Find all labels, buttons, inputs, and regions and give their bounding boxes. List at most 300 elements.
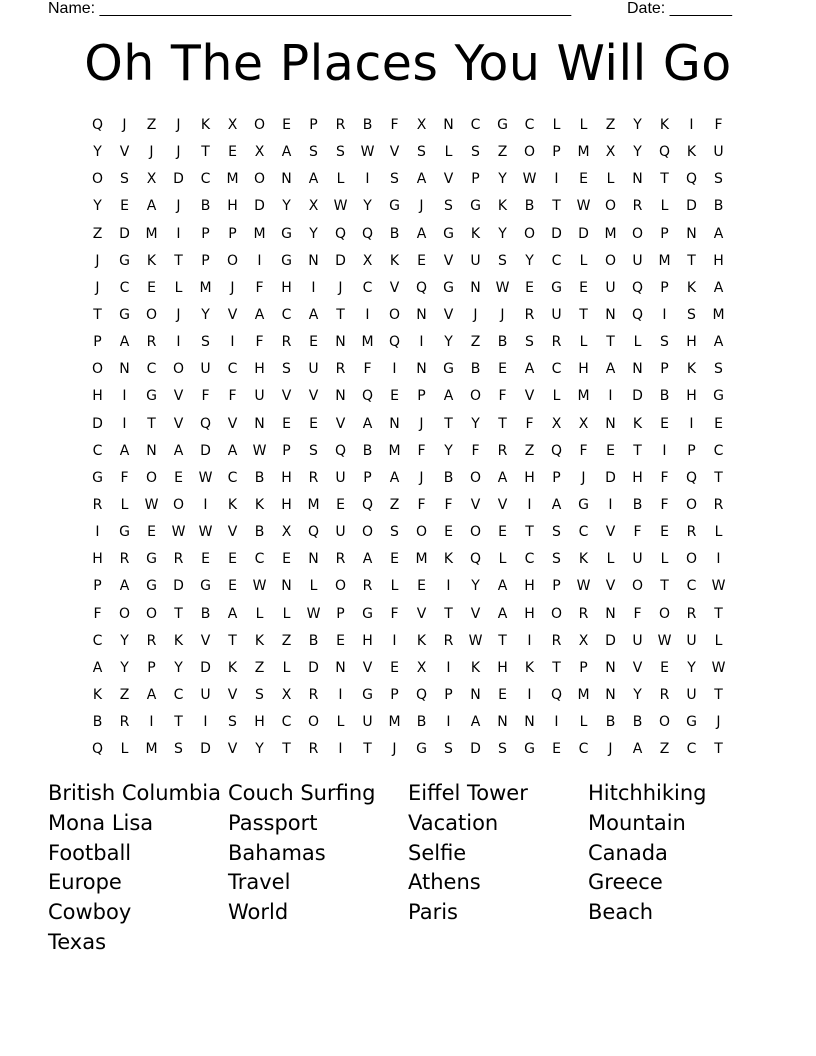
grid-letter: U: [605, 279, 616, 296]
grid-letter: A: [146, 198, 157, 215]
grid-letter: H: [686, 334, 697, 351]
grid-letter: A: [362, 551, 373, 568]
grid-letter: F: [579, 442, 588, 459]
grid-letter: A: [119, 578, 130, 595]
grid-letter: I: [662, 442, 667, 459]
grid-row: [84, 166, 732, 193]
grid-letter: Z: [470, 334, 481, 351]
grid-letter: Q: [361, 496, 374, 513]
grid-letter: D: [605, 469, 616, 486]
word-list-item: World: [228, 900, 289, 925]
grid-letter: S: [309, 442, 318, 459]
grid-letter: Q: [388, 334, 401, 351]
grid-letter: C: [281, 306, 292, 323]
grid-letter: E: [147, 279, 156, 296]
grid-letter: M: [577, 144, 590, 161]
grid-letter: B: [308, 632, 319, 649]
grid-letter: I: [527, 632, 532, 649]
grid-letter: J: [122, 117, 127, 133]
grid-letter: H: [362, 632, 373, 649]
grid-letter: A: [362, 415, 373, 432]
grid-letter: F: [471, 442, 480, 459]
grid-letter: T: [93, 306, 102, 323]
grid-letter: N: [470, 279, 481, 296]
grid-letter: I: [122, 388, 127, 405]
grid-letter: F: [390, 605, 399, 622]
grid-letter: F: [93, 605, 102, 622]
grid-row: [84, 221, 732, 248]
grid-letter: R: [497, 442, 508, 459]
grid-letter: B: [524, 198, 535, 215]
grid-letter: F: [660, 469, 669, 486]
grid-letter: O: [658, 714, 671, 731]
grid-letter: C: [470, 117, 481, 133]
grid-letter: K: [470, 225, 481, 242]
grid-letter: Y: [93, 198, 102, 215]
grid-letter: Q: [550, 686, 563, 703]
grid-letter: N: [416, 361, 427, 378]
grid-letter: E: [660, 659, 669, 676]
grid-letter: W: [360, 144, 375, 161]
grid-letter: A: [713, 225, 724, 242]
grid-letter: U: [551, 306, 562, 323]
grid-letter: S: [714, 361, 723, 378]
grid-letter: O: [604, 252, 617, 269]
grid-letter: Y: [120, 632, 129, 649]
grid-letter: I: [122, 415, 127, 432]
grid-letter: X: [146, 171, 157, 188]
word-list-item: Couch Surfing: [228, 781, 376, 805]
grid-row: [84, 139, 732, 166]
grid-letter: N: [416, 306, 427, 323]
grid-letter: W: [522, 171, 537, 188]
date-field-label: Date: _______: [627, 0, 732, 17]
grid-letter: B: [443, 469, 454, 486]
grid-letter: S: [309, 144, 318, 161]
grid-letter: N: [389, 415, 400, 432]
grid-letter: E: [444, 524, 453, 541]
grid-letter: T: [174, 605, 183, 622]
grid-letter: T: [498, 632, 507, 649]
grid-letter: G: [470, 198, 481, 215]
grid-row: [84, 383, 732, 410]
grid-letter: T: [363, 741, 372, 758]
grid-letter: M: [415, 551, 428, 568]
grid-letter: M: [658, 252, 671, 269]
grid-letter: A: [713, 279, 724, 296]
grid-letter: W: [171, 524, 186, 541]
grid-row: [84, 248, 732, 275]
grid-letter: E: [525, 279, 534, 296]
grid-letter: M: [145, 225, 158, 242]
grid-letter: K: [578, 551, 589, 568]
grid-letter: C: [227, 361, 238, 378]
grid-letter: E: [660, 524, 669, 541]
word-list-item: Bahamas: [228, 840, 326, 865]
grid-letter: G: [281, 252, 292, 269]
grid-letter: X: [281, 524, 292, 541]
grid-letter: N: [605, 686, 616, 703]
grid-letter: O: [388, 306, 401, 323]
grid-row: [84, 736, 732, 763]
grid-letter: K: [497, 198, 508, 215]
grid-letter: P: [282, 442, 291, 459]
grid-letter: Q: [334, 225, 347, 242]
grid-letter: J: [176, 306, 181, 323]
word-list-item: Selfie: [408, 840, 467, 865]
grid-letter: Q: [631, 279, 644, 296]
grid-letter: D: [119, 225, 130, 242]
grid-letter: C: [227, 469, 238, 486]
grid-letter: P: [687, 442, 696, 459]
grid-letter: E: [228, 551, 237, 568]
grid-letter: C: [92, 442, 103, 459]
grid-letter: A: [227, 605, 238, 622]
grid-letter: Z: [146, 117, 157, 133]
grid-letter: S: [660, 334, 669, 351]
grid-letter: S: [498, 741, 507, 758]
grid-letter: K: [227, 659, 238, 676]
grid-letter: K: [686, 279, 697, 296]
grid-letter: J: [95, 279, 100, 296]
grid-letter: I: [257, 252, 262, 269]
grid-letter: T: [714, 469, 723, 486]
grid-letter: C: [281, 714, 292, 731]
grid-row: [84, 601, 732, 628]
grid-letter: X: [551, 415, 562, 432]
grid-letter: O: [604, 198, 617, 215]
grid-letter: L: [336, 714, 345, 731]
grid-letter: W: [306, 605, 321, 622]
grid-letter: N: [497, 714, 508, 731]
grid-letter: H: [578, 361, 589, 378]
grid-letter: G: [497, 117, 508, 133]
grid-letter: G: [92, 469, 103, 486]
grid-letter: A: [119, 442, 130, 459]
grid-letter: O: [469, 388, 482, 405]
grid-letter: G: [686, 714, 697, 731]
grid-row: [84, 519, 732, 546]
grid-letter: E: [660, 415, 669, 432]
grid-letter: P: [417, 388, 426, 405]
grid-letter: O: [361, 524, 374, 541]
grid-letter: J: [419, 415, 424, 432]
word-list-item: Passport: [228, 810, 318, 835]
grid-letter: A: [254, 306, 265, 323]
grid-letter: W: [198, 524, 213, 541]
grid-letter: I: [365, 171, 370, 188]
grid-letter: D: [173, 171, 184, 188]
grid-letter: C: [686, 578, 697, 595]
grid-letter: Q: [91, 117, 104, 133]
grid-letter: E: [120, 198, 129, 215]
grid-letter: L: [444, 144, 453, 161]
grid-letter: R: [443, 632, 454, 649]
grid-letter: Q: [361, 388, 374, 405]
grid-row: [84, 193, 732, 220]
grid-letter: E: [498, 361, 507, 378]
grid-row: [84, 438, 732, 465]
grid-letter: M: [577, 388, 590, 405]
grid-letter: Z: [659, 741, 670, 758]
grid-letter: L: [606, 551, 615, 568]
grid-letter: A: [605, 361, 616, 378]
grid-letter: J: [338, 279, 343, 296]
grid-letter: F: [228, 388, 237, 405]
grid-letter: E: [417, 252, 426, 269]
grid-letter: H: [686, 388, 697, 405]
grid-letter: I: [527, 496, 532, 513]
grid-letter: Q: [631, 306, 644, 323]
grid-letter: M: [361, 334, 374, 351]
grid-letter: L: [606, 171, 615, 188]
word-list-item: Cowboy: [48, 900, 132, 925]
grid-letter: W: [252, 578, 267, 595]
grid-letter: A: [470, 714, 481, 731]
grid-letter: G: [524, 741, 535, 758]
grid-letter: D: [551, 225, 562, 242]
name-field-label: Name: _____________________________________________________: [48, 0, 572, 17]
grid-letter: O: [469, 469, 482, 486]
grid-letter: T: [714, 741, 723, 758]
grid-letter: Z: [254, 659, 265, 676]
grid-letter: H: [713, 252, 724, 269]
grid-letter: L: [579, 117, 588, 133]
grid-letter: M: [199, 279, 212, 296]
grid-letter: E: [714, 415, 723, 432]
grid-letter: O: [523, 225, 536, 242]
grid-letter: B: [362, 117, 373, 133]
grid-letter: P: [93, 578, 102, 595]
grid-letter: N: [308, 551, 319, 568]
grid-letter: B: [92, 714, 103, 731]
grid-letter: X: [578, 632, 589, 649]
grid-letter: A: [281, 144, 292, 161]
grid-letter: S: [714, 171, 723, 188]
grid-letter: O: [91, 361, 104, 378]
grid-letter: Q: [91, 741, 104, 758]
grid-letter: R: [335, 117, 346, 133]
grid-letter: P: [660, 279, 669, 296]
grid-letter: C: [524, 117, 535, 133]
grid-letter: Q: [361, 225, 374, 242]
word-list-item: Vacation: [408, 810, 499, 835]
grid-letter: S: [282, 361, 291, 378]
grid-letter: I: [554, 714, 559, 731]
grid-letter: Y: [201, 306, 210, 323]
grid-letter: E: [390, 551, 399, 568]
grid-letter: I: [716, 551, 721, 568]
grid-letter: R: [362, 578, 373, 595]
grid-letter: L: [255, 605, 264, 622]
grid-letter: N: [281, 578, 292, 595]
grid-letter: K: [686, 361, 697, 378]
grid-letter: Z: [281, 632, 292, 649]
grid-letter: P: [552, 144, 561, 161]
grid-letter: Q: [334, 442, 347, 459]
grid-row: [84, 682, 732, 709]
grid-letter: P: [660, 225, 669, 242]
grid-letter: X: [605, 144, 616, 161]
grid-letter: G: [119, 252, 130, 269]
grid-letter: B: [497, 334, 508, 351]
grid-letter: V: [227, 306, 238, 323]
grid-letter: W: [711, 578, 726, 595]
grid-letter: N: [605, 659, 616, 676]
word-list-item: Beach: [588, 900, 654, 925]
grid-letter: O: [631, 578, 644, 595]
grid-letter: N: [632, 171, 643, 188]
grid-letter: K: [146, 252, 157, 269]
grid-letter: J: [230, 279, 235, 296]
grid-letter: V: [605, 578, 616, 595]
grid-letter: I: [95, 524, 100, 541]
grid-letter: C: [92, 632, 103, 649]
grid-letter: F: [444, 496, 453, 513]
word-list-item: Mountain: [588, 810, 686, 835]
grid-letter: F: [525, 415, 534, 432]
grid-letter: I: [149, 714, 154, 731]
word-list-item: Travel: [228, 870, 291, 895]
grid-letter: J: [176, 144, 181, 161]
grid-letter: P: [309, 117, 318, 133]
grid-letter: A: [524, 361, 535, 378]
grid-letter: F: [201, 388, 210, 405]
grid-letter: N: [470, 686, 481, 703]
grid-row: [84, 628, 732, 655]
word-list-item: Athens: [408, 870, 481, 895]
word-list-item: Mona Lisa: [48, 810, 154, 835]
grid-letter: P: [201, 225, 210, 242]
grid-letter: F: [633, 605, 642, 622]
grid-letter: Q: [199, 415, 212, 432]
grid-letter: I: [419, 334, 424, 351]
grid-letter: P: [471, 171, 480, 188]
word-search-grid: [84, 112, 732, 763]
grid-letter: T: [147, 415, 156, 432]
grid-letter: L: [579, 714, 588, 731]
grid-letter: S: [552, 551, 561, 568]
grid-letter: R: [146, 334, 157, 351]
grid-row: [84, 112, 732, 139]
grid-letter: X: [362, 252, 373, 269]
grid-letter: C: [362, 279, 373, 296]
grid-letter: T: [660, 171, 669, 188]
grid-letter: E: [579, 171, 588, 188]
grid-letter: D: [92, 415, 103, 432]
grid-letter: F: [660, 496, 669, 513]
grid-letter: T: [174, 252, 183, 269]
grid-letter: J: [176, 198, 181, 215]
grid-letter: S: [444, 198, 453, 215]
grid-letter: Y: [93, 144, 102, 161]
grid-letter: U: [335, 469, 346, 486]
grid-letter: R: [686, 524, 697, 541]
grid-letter: S: [417, 144, 426, 161]
grid-letter: O: [172, 361, 185, 378]
grid-letter: Z: [119, 686, 130, 703]
grid-letter: G: [146, 388, 157, 405]
grid-letter: D: [254, 198, 265, 215]
grid-letter: S: [471, 144, 480, 161]
grid-letter: P: [660, 361, 669, 378]
grid-letter: C: [551, 361, 562, 378]
grid-letter: V: [497, 496, 508, 513]
grid-letter: D: [605, 632, 616, 649]
grid-letter: X: [578, 415, 589, 432]
grid-letter: M: [604, 225, 617, 242]
grid-letter: Q: [685, 469, 698, 486]
grid-letter: A: [632, 741, 643, 758]
grid-letter: T: [444, 605, 453, 622]
grid-letter: Y: [633, 117, 642, 133]
grid-letter: H: [281, 496, 292, 513]
grid-letter: P: [336, 605, 345, 622]
grid-letter: E: [552, 741, 561, 758]
grid-letter: V: [173, 415, 184, 432]
grid-letter: C: [551, 252, 562, 269]
grid-letter: Y: [687, 659, 696, 676]
grid-letter: E: [309, 415, 318, 432]
grid-letter: I: [311, 279, 316, 296]
grid-letter: E: [282, 117, 291, 133]
grid-letter: A: [92, 659, 103, 676]
grid-letter: O: [415, 524, 428, 541]
grid-letter: E: [174, 469, 183, 486]
grid-letter: K: [227, 496, 238, 513]
grid-letter: Y: [444, 442, 453, 459]
grid-letter: S: [201, 334, 210, 351]
grid-letter: T: [606, 334, 615, 351]
grid-letter: B: [605, 714, 616, 731]
grid-letter: E: [417, 578, 426, 595]
grid-letter: R: [281, 334, 292, 351]
grid-letter: L: [390, 578, 399, 595]
grid-letter: K: [632, 415, 643, 432]
grid-letter: J: [176, 117, 181, 133]
grid-letter: T: [282, 741, 291, 758]
grid-letter: T: [687, 252, 696, 269]
grid-letter: K: [200, 117, 211, 133]
grid-letter: D: [335, 252, 346, 269]
grid-letter: Y: [498, 225, 507, 242]
grid-letter: A: [389, 469, 400, 486]
word-list-item: Eiffel Tower: [408, 781, 528, 805]
grid-letter: B: [632, 496, 643, 513]
grid-letter: C: [200, 171, 211, 188]
grid-letter: R: [713, 496, 724, 513]
grid-letter: L: [579, 334, 588, 351]
grid-letter: C: [686, 741, 697, 758]
grid-letter: E: [201, 551, 210, 568]
grid-letter: Y: [444, 334, 453, 351]
grid-letter: W: [144, 496, 159, 513]
grid-letter: J: [500, 306, 505, 323]
grid-letter: C: [713, 442, 724, 459]
grid-row: [84, 356, 732, 383]
grid-letter: F: [417, 442, 426, 459]
grid-letter: V: [389, 279, 400, 296]
word-list: [48, 779, 788, 958]
grid-row: [84, 546, 732, 573]
grid-letter: N: [308, 252, 319, 269]
grid-letter: V: [362, 659, 373, 676]
grid-letter: I: [176, 334, 181, 351]
grid-letter: V: [227, 686, 238, 703]
grid-letter: C: [146, 361, 157, 378]
grid-letter: H: [281, 279, 292, 296]
grid-letter: A: [308, 171, 319, 188]
